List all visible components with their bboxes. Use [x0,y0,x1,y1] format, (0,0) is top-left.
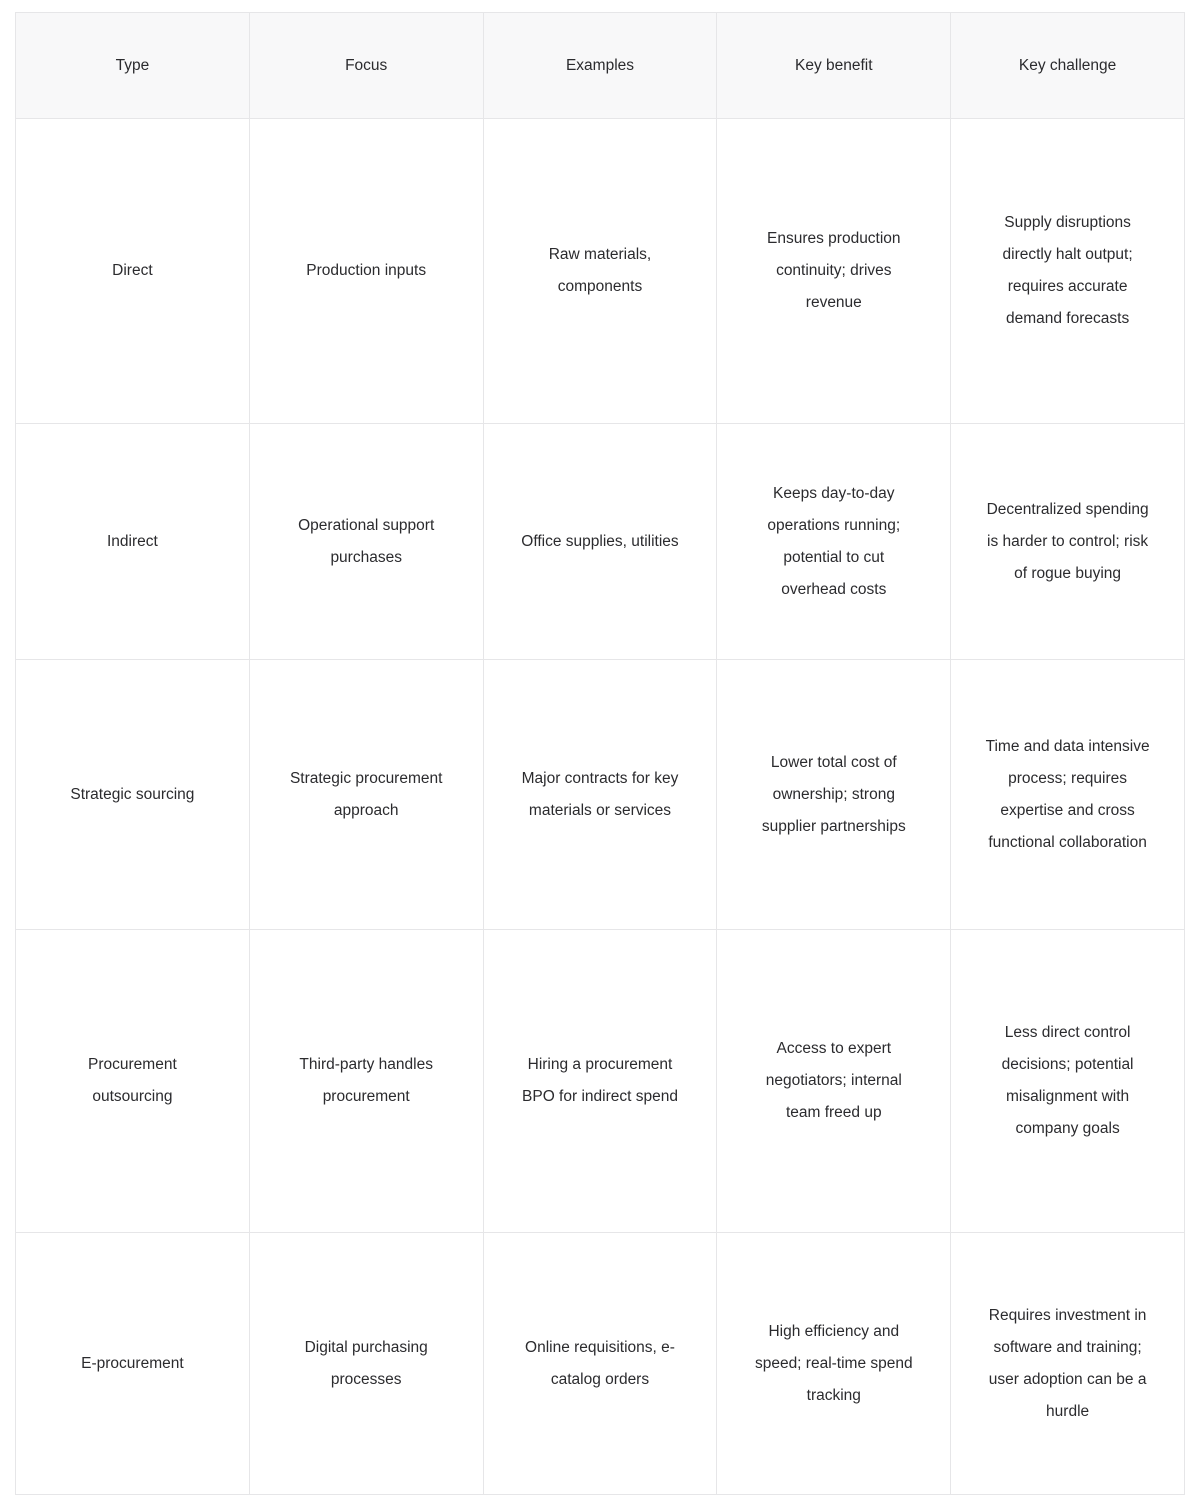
cell-examples: Hiring a procurement BPO for indirect spend [483,930,717,1233]
column-header-type: Type [16,13,250,119]
cell-key-benefit: Keeps day-to-day operations running; potential to cut overhead costs [717,424,951,660]
cell-type: E-procurement [16,1233,250,1495]
cell-focus: Operational support purchases [249,424,483,660]
column-header-focus: Focus [249,13,483,119]
cell-examples: Online requisitions, e-catalog orders [483,1233,717,1495]
cell-type: Strategic sourcing [16,660,250,930]
cell-focus: Digital purchasing processes [249,1233,483,1495]
cell-key-challenge: Decentralized spending is harder to control; risk of rogue buying [951,424,1185,660]
cell-key-challenge: Less direct control decisions; potential misalignment with company goals [951,930,1185,1233]
cell-focus: Strategic procurement approach [249,660,483,930]
cell-examples: Raw materials, components [483,119,717,424]
cell-type: Direct [16,119,250,424]
cell-examples: Major contracts for key materials or services [483,660,717,930]
cell-type: Procurement outsourcing [16,930,250,1233]
table-row [16,424,1185,660]
table-row [16,1233,1185,1495]
cell-key-benefit: Lower total cost of ownership; strong supplier partnerships [717,660,951,930]
cell-key-benefit: Access to expert negotiators; internal team freed up [717,930,951,1233]
cell-examples: Office supplies, utilities [483,424,717,660]
cell-key-benefit: High efficiency and speed; real-time spend tracking [717,1233,951,1495]
table-row [16,119,1185,424]
cell-key-challenge: Requires investment in software and training; user adoption can be a hurdle [951,1233,1185,1495]
cell-type: Indirect [16,424,250,660]
table-header-row [16,13,1185,119]
column-header-key-benefit: Key benefit [717,13,951,119]
cell-key-challenge: Supply disruptions directly halt output; requires accurate demand forecasts [951,119,1185,424]
procurement-types-table [15,12,1185,1495]
cell-key-challenge: Time and data intensive process; requires expertise and cross functional collaboration [951,660,1185,930]
column-header-key-challenge: Key challenge [951,13,1185,119]
cell-focus: Production inputs [249,119,483,424]
table-row [16,660,1185,930]
table-row [16,930,1185,1233]
cell-focus: Third-party handles procurement [249,930,483,1233]
cell-key-benefit: Ensures production continuity; drives revenue [717,119,951,424]
column-header-examples: Examples [483,13,717,119]
